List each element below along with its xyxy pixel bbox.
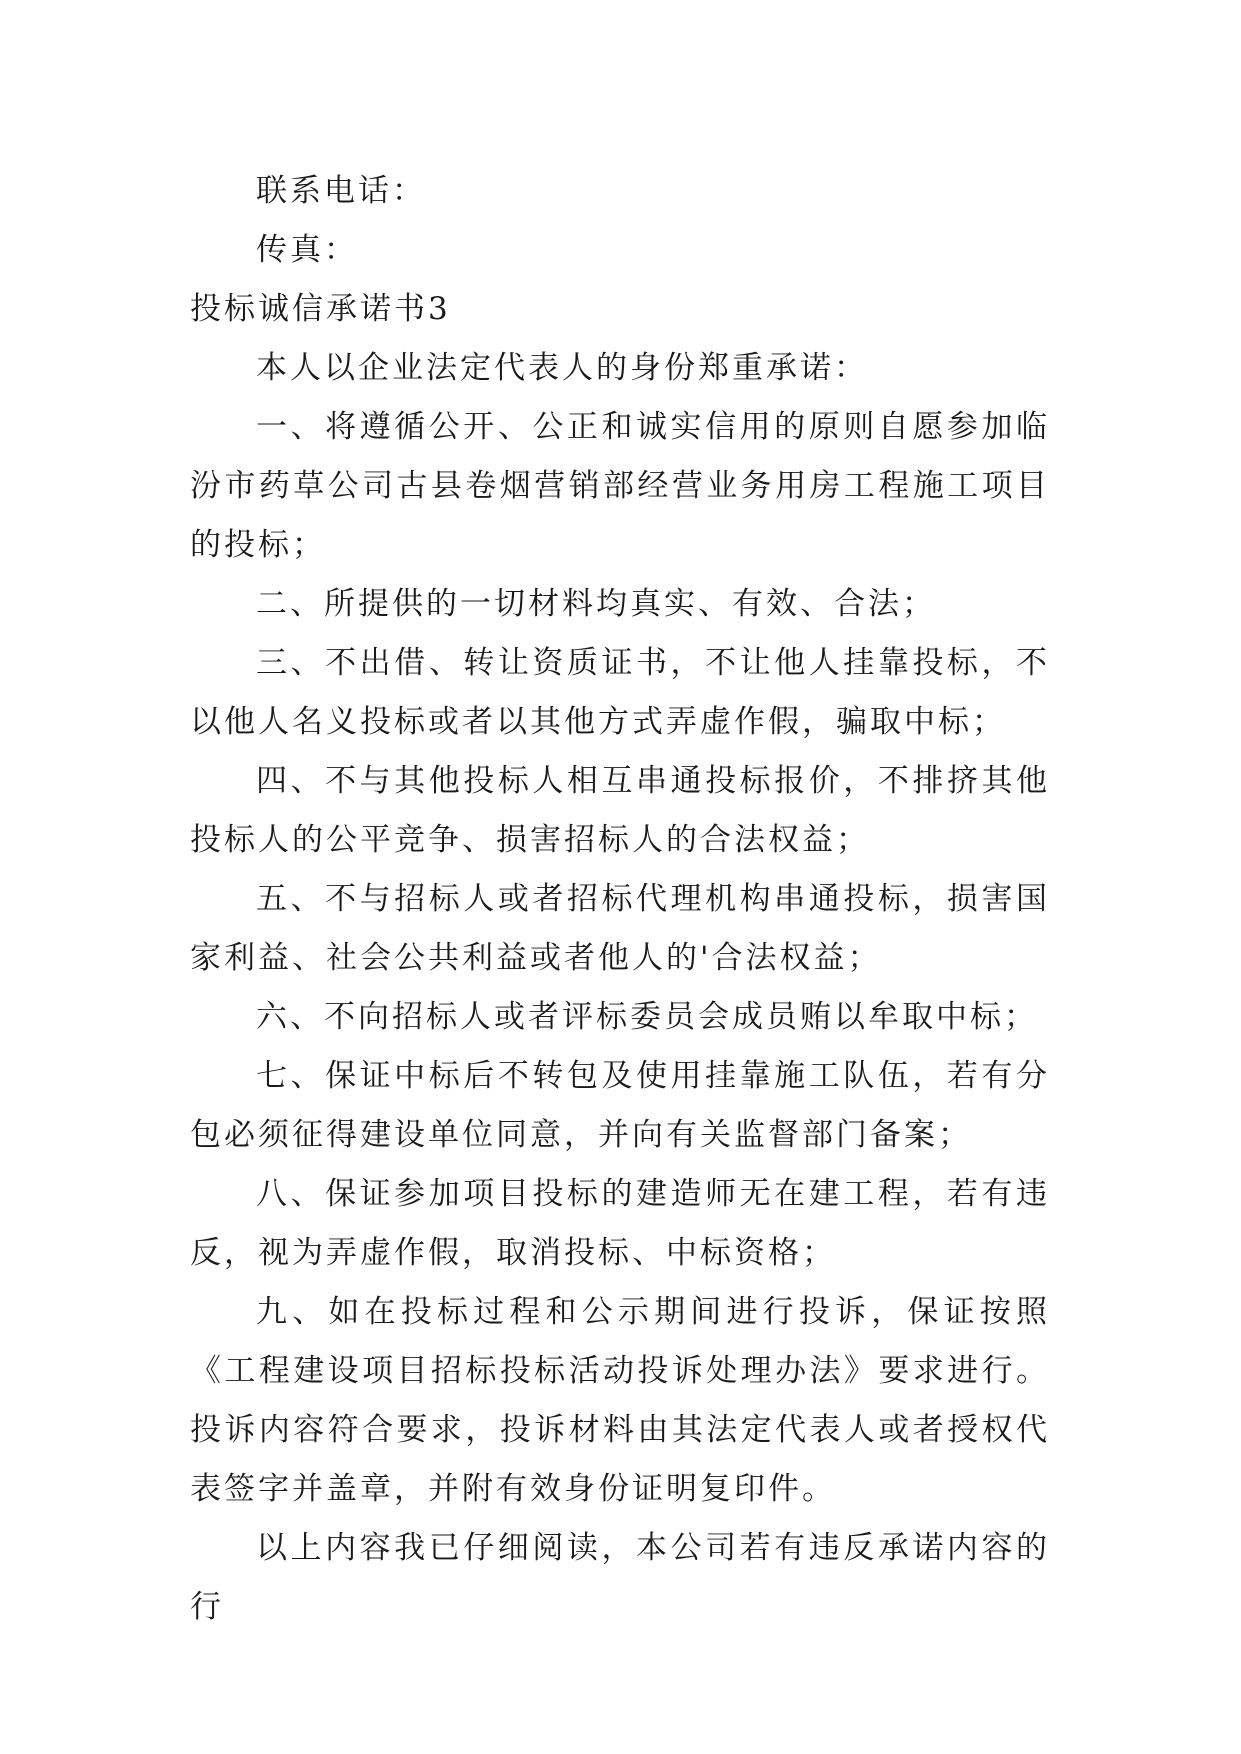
commitment-item-2: 二、所提供的一切材料均真实、有效、合法；: [256, 586, 936, 622]
commitment-item-7: 七、保证中标后不转包及使用挂靠施工队伍，若有分包必须征得建设单位同意，并向有关监督部门备案；: [190, 1058, 1050, 1153]
opening-statement: 本人以企业法定代表人的身份郑重承诺：: [256, 350, 868, 386]
commitment-item-1: 一、将遵循公开、公正和诚实信用的原则自愿参加临汾市药草公司古县卷烟营销部经营业务用房工程施工项目的投标；: [190, 409, 1050, 563]
document-body: [190, 162, 1050, 1637]
closing-statement: 以上内容我已仔细阅读，本公司若有违反承诺内容的行: [190, 1530, 1050, 1625]
contact-phone-line: 联系电话：: [256, 173, 426, 209]
commitment-item-8: 八、保证参加项目投标的建造师无在建工程，若有违反，视为弄虚作假，取消投标、中标资格；: [190, 1176, 1050, 1271]
commitment-item-6: 六、不向招标人或者评标委员会成员贿以牟取中标；: [256, 999, 1038, 1035]
commitment-item-5: 五、不与招标人或者招标代理机构串通投标，损害国家利益、社会公共利益或者他人的'合法权益；: [190, 881, 1050, 976]
commitment-item-9: 九、如在投标过程和公示期间进行投诉，保证按照《工程建设项目招标投标活动投诉处理办法》要求进行。投诉内容符合要求，投诉材料由其法定代表人或者授权代表签字并盖章，并附有效身份证明复印件。: [190, 1294, 1050, 1507]
commitment-item-3: 三、不出借、转让资质证书，不让他人挂靠投标，不以他人名义投标或者以其他方式弄虚作假，骗取中标；: [190, 645, 1050, 740]
commitment-item-4: 四、不与其他投标人相互串通投标报价，不排挤其他投标人的公平竞争、损害招标人的合法权益；: [190, 763, 1050, 858]
section-title: 投标诚信承诺书3: [190, 291, 451, 327]
fax-line: 传真：: [256, 232, 358, 268]
